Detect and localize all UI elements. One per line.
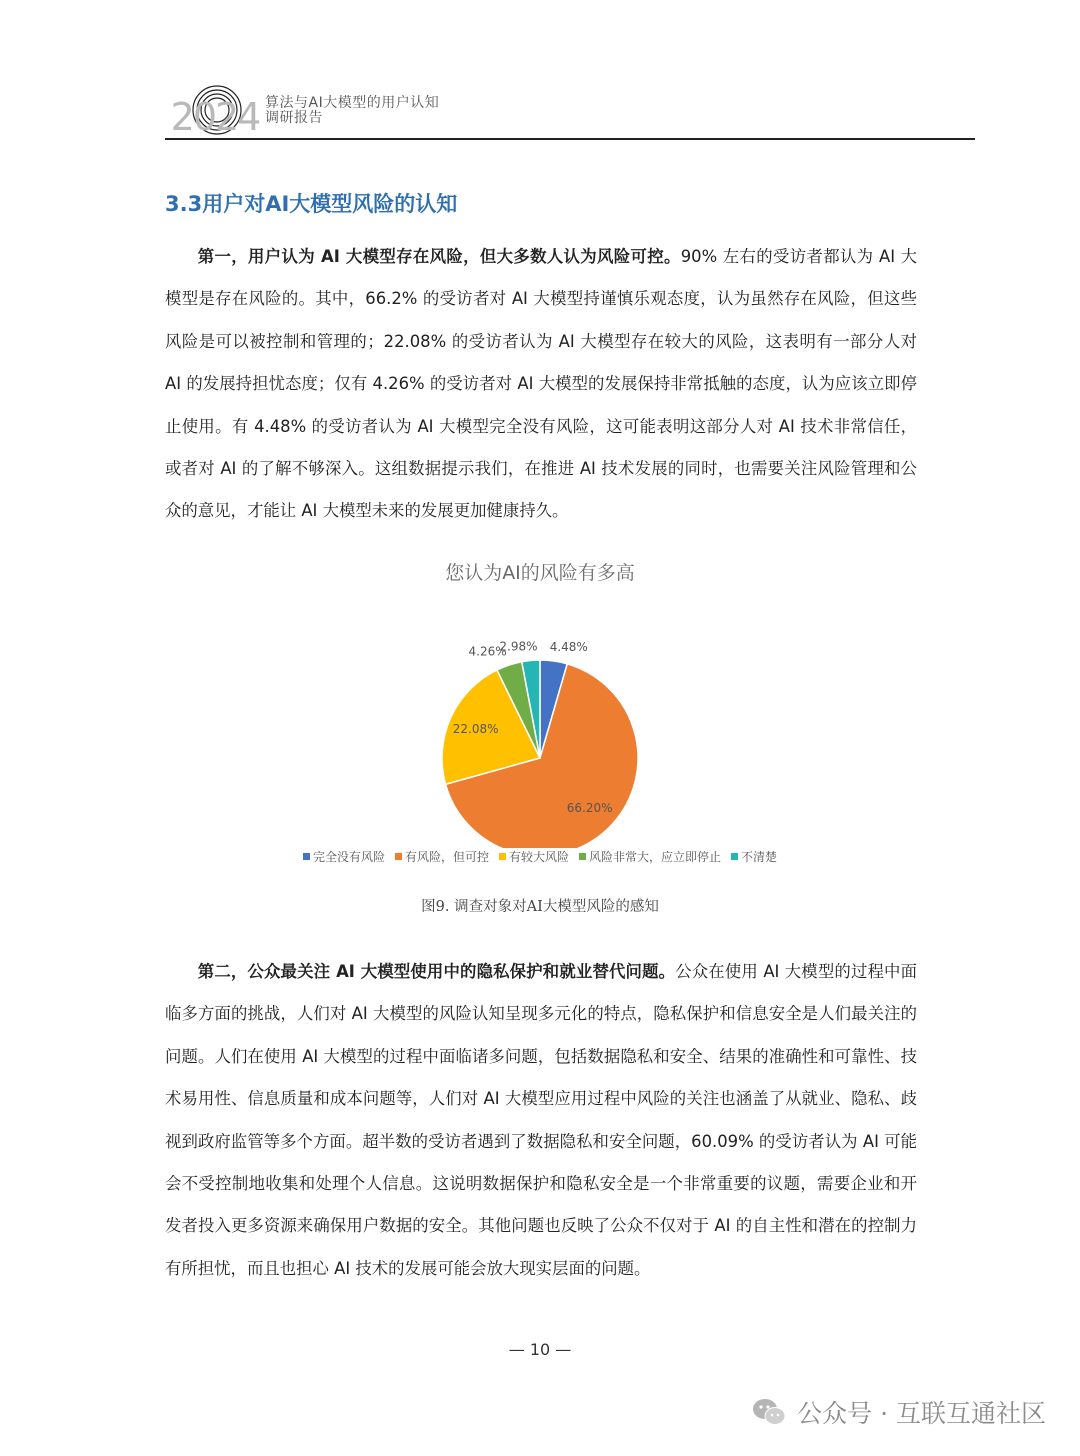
pie-label-1: 4.48% [549,640,588,655]
legend-item-5 [731,848,777,865]
header-title-line2: 调研报告 [265,110,323,126]
legend-item-4 [579,848,721,865]
legend-label: 有风险，但可控 [404,850,489,864]
pie-label-5: 2.98% [499,639,538,654]
legend-item-2 [395,848,489,865]
legend-item-3 [499,848,569,865]
chart-legend [270,848,810,865]
paragraph-2-body: 公众在使用 AI 大模型的过程中面临多方面的挑战，人们对 AI 大模型的风险认知呈现多元化的特点，隐私保护和信息安全是人们最关注的问题。人们在使用 AI 大模型的过程中面临诸多问题，包括数据隐私和安全、结果的准确性和可靠性、技术易用性、信息质量和成本问题等，人们对 AI 大模型应用过程中风险的关注也涵盖了从就业、隐私、歧视到政府监管等多个方面。超半数的受访者遇到了数据隐私和安全问题，60.09% 的受访者认为 AI 可能会不受控制地收集和处理个人信息。这说明数据保护和隐私安全是一个非常重要的议题，需要企业和开发者投入更多资源来确保用户数据的安全。其他问题也反映了公众不仅对于 AI 的自主性和潜在的控制力有所担忧，而且也担心 AI 技术的发展可能会放大现实层面的问题。 [165,962,917,1278]
legend-swatch [499,853,506,860]
legend-swatch [579,853,586,860]
paragraph-1 [165,236,917,533]
watermark-text: 公众号 · 互联互通社区 [797,1399,1046,1428]
paragraph-2 [165,951,917,1290]
logo-year-text: 2024 [170,95,260,136]
pie-label-4: 4.26% [468,644,507,659]
paragraph-1-lead: 第一，用户认为 AI 大模型存在风险，但大多数人认为风险可控。 [197,247,681,266]
figure-caption: 图9. 调查对象对AI大模型风险的感知 [421,899,659,915]
paragraph-2-lead: 第二，公众最关注 AI 大模型使用中的隐私保护和就业替代问题。 [197,962,676,981]
chart-title: 您认为AI的风险有多高 [445,562,635,584]
page-header [165,78,975,140]
watermark [751,1394,1046,1430]
legend-label: 有较大风险 [508,850,569,864]
report-logo [165,78,265,136]
legend-label: 风险非常大，应立即停止 [589,850,722,864]
header-title-line1: 算法与AI大模型的用户认知 [265,95,440,111]
pie-chart-svg [270,548,810,848]
section-title: 3.3用户对AI大模型风险的认知 [165,192,458,216]
legend-label: 不清楚 [741,850,778,864]
paragraph-1-body: 90% 左右的受访者都认为 AI 大模型是存在风险的。其中，66.2% 的受访者对 AI 大模型持谨慎乐观态度，认为虽然存在风险，但这些风险是可以被控制和管理的；22.08% 的受访者认为 AI 大模型存在较大的风险，这表明有一部分人对 AI 的发展持担忧态度；仅有 4.26% 的受访者对 AI 大模型的发展保持非常抵触的态度，认为应该立即停止使用。有 4.48% 的受访者认为 AI 大模型完全没有风险，这可能表明这部分人对 AI 技术非常信任，或者对 AI 的了解不够深入。这组数据提示我们，在推进 AI 技术发展的同时，也需要关注风险管理和公众的意见，才能让 AI 大模型未来的发展更加健康持久。 [165,247,917,521]
pie-chart [270,548,810,878]
wechat-icon [751,1397,787,1427]
page-number: — 10 — [508,1340,572,1359]
pie-label-2: 66.20% [566,801,613,816]
legend-label: 完全没有风险 [312,850,385,864]
legend-swatch [303,853,310,860]
pie-label-3: 22.08% [452,722,499,737]
legend-swatch [731,853,738,860]
legend-swatch [395,853,402,860]
legend-item-1 [303,848,385,865]
header-rule [165,138,975,140]
header-title [265,96,439,126]
